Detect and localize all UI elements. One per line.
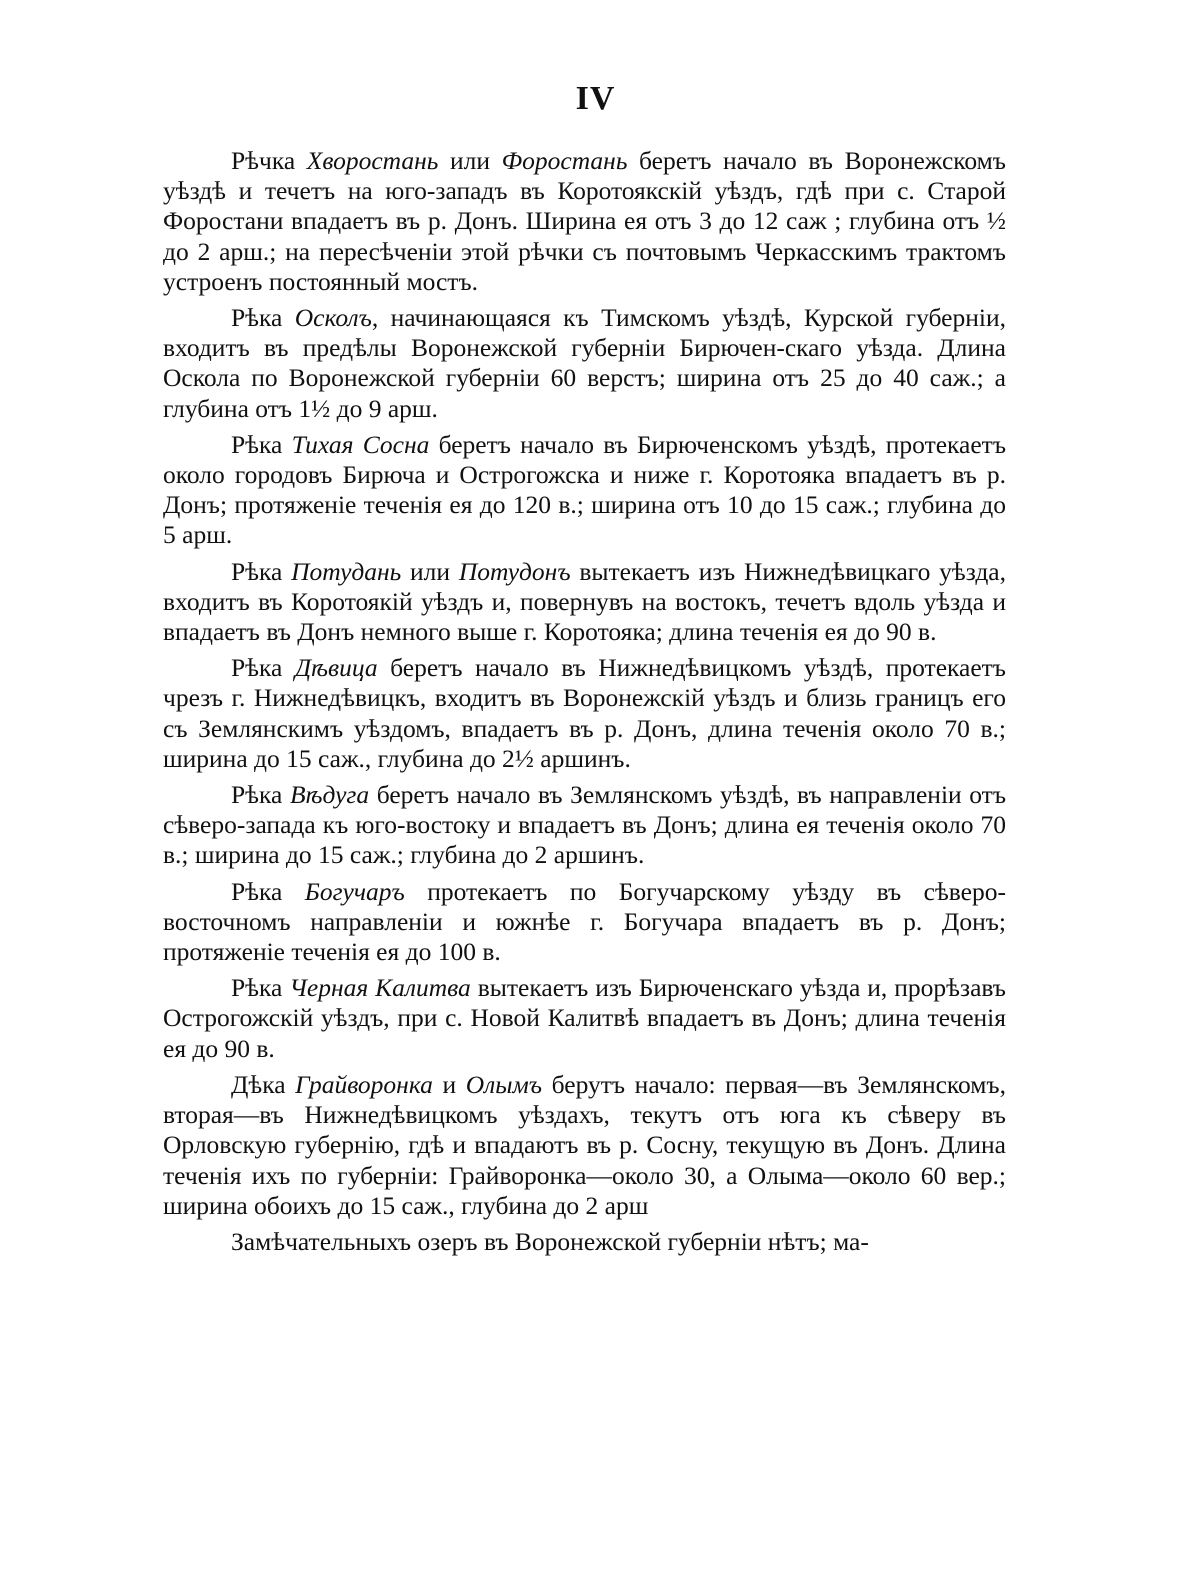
paragraph-devitsa — [163, 653, 1006, 774]
paragraph-connector: или — [438, 146, 502, 175]
paragraph-text: беретъ начало въ Землянскомъ уѣздѣ, въ направленіи отъ сѣверо-запада къ юго-востоку и впадаетъ въ Донъ; длина ея теченія около 70 в.; ширина до 15 саж.; глубина до 2 аршинъ. — [163, 780, 1006, 870]
paragraph-text: беретъ начало въ Нижнедѣвицкомъ уѣздѣ, протекаетъ чрезъ г. Нижнедѣвицкъ, входитъ въ Воронежскій уѣздъ и близь границъ его съ Землянскимъ уѣздомъ, впадаетъ въ р. Донъ, длина теченія около 70 в.; ширина до 15 саж., глубина до 2½ аршинъ. — [163, 653, 1006, 773]
paragraph-lead: Рѣка — [231, 556, 292, 586]
river-name: Тихая Сосна — [291, 429, 430, 459]
paragraph-lead: Рѣка — [231, 876, 305, 906]
paragraph-grayvoronka — [163, 1070, 1006, 1221]
paragraph-lead: Рѣка — [231, 973, 290, 1003]
paragraph-lead: Замѣчательныхъ озеръ въ Воронежской губерніи нѣтъ; ма- — [231, 1226, 869, 1256]
river-name-alt: Потудонъ — [458, 556, 571, 586]
paragraph-text: , начинающаяся къ Тимскомъ уѣздѣ, Курской губерніи, входитъ въ предѣлы Воронежской губерніи Бирючен-скаго уѣзда. Длина Оскола по Воронежской губерніи 60 верстъ; ширина отъ 25 до 40 саж.; а глубина отъ 1½ до 9 арш. — [163, 303, 1007, 423]
paragraph-lead: Рѣчка — [231, 146, 307, 175]
paragraph-lead: Рѣка — [231, 653, 295, 683]
river-name: Потудань — [291, 556, 402, 586]
paragraph-boguchar — [163, 877, 1006, 968]
paragraph-connector: или — [401, 556, 459, 586]
river-name: Осколъ — [294, 303, 372, 333]
river-name: Дѣвица — [294, 653, 378, 683]
paragraph-text: беретъ начало въ Воронежскомъ уѣздѣ и течетъ на юго-западъ въ Коротоякскій уѣздъ, гдѣ при с. Старой Форостани впадаетъ въ р. Донъ. Ширина ея отъ 3 до 12 саж ; глубина отъ ½ до 2 арш.; на пересѣченіи этой рѣчки съ почтовымъ Черкасскимъ трактомъ устроенъ постоянный мостъ. — [163, 146, 1006, 296]
paragraph-text: беретъ начало въ Бирюченскомъ уѣздѣ, протекаетъ около городовъ Бирюча и Острогожска и ниже г. Коротояка впадаетъ въ р. Донъ; протяженіе теченія ея до 120 в.; ширина отъ 10 до 15 саж.; глубина до 5 арш. — [163, 429, 1007, 550]
paragraph-connector: и — [432, 1069, 466, 1099]
river-name: Богучаръ — [304, 876, 405, 906]
paragraph-text: протекаетъ по Богучарскому уѣзду въ сѣверо-восточномъ направленіи и южнѣе г. Богучара впадаетъ въ р. Донъ; протяженіе теченія ея до 100 в. — [163, 876, 1006, 967]
paragraph-chernaya-kalitva — [163, 973, 1006, 1064]
river-name: Грайворонка — [295, 1069, 433, 1099]
river-name: Хворостань — [306, 146, 439, 175]
paragraph-lead: Рѣка — [231, 429, 292, 459]
paragraph-text: вытекаетъ изъ Нижнедѣвицкаго уѣзда, входитъ въ Коротоякій уѣздъ и, повернувъ на востокъ, течетъ вдоль уѣзда и впадаетъ въ Донъ немного выше г. Коротояка; длина теченія ея до 90 в. — [163, 556, 1006, 647]
paragraph-khvorostan — [163, 146, 1006, 297]
river-name: Черная Калитва — [289, 973, 471, 1003]
paragraph-oskol — [163, 303, 1006, 424]
paragraph-tikhaya-sosna — [163, 430, 1006, 551]
river-name: Вѣдуга — [289, 780, 370, 810]
river-name-alt: Олымъ — [465, 1069, 543, 1099]
river-name-alt: Форостань — [501, 146, 628, 175]
paragraph-text: вытекаетъ изъ Бирюченскаго уѣзда и, прорѣзавъ Острогожскій уѣздъ, при с. Новой Калитвѣ впадаетъ въ Донъ; длина теченія ея до 90 в. — [163, 973, 1006, 1063]
text-body — [163, 146, 1006, 1263]
paragraph-text: берутъ начало: первая—въ Землянскомъ, вторая—въ Нижнедѣвицкомъ уѣздахъ, текутъ отъ юга къ сѣверу въ Орловскую губернію, гдѣ и впадаютъ въ р. Сосну, текущую въ Донъ. Длина теченія ихъ по губерніи: Грайворонка—около 30, а Олыма—около 60 вер.; ширина обоихъ до 15 саж., глубина до 2 арш — [163, 1069, 1006, 1220]
paragraph-lead: Рѣка — [231, 303, 295, 333]
paragraph-lakes — [163, 1227, 1006, 1257]
paragraph-lead: Дѣка — [231, 1069, 296, 1099]
paragraph-potudan — [163, 557, 1006, 648]
paragraph-lead: Рѣка — [231, 780, 290, 810]
page-number: IV — [575, 80, 616, 117]
paragraph-veduga — [163, 780, 1006, 871]
